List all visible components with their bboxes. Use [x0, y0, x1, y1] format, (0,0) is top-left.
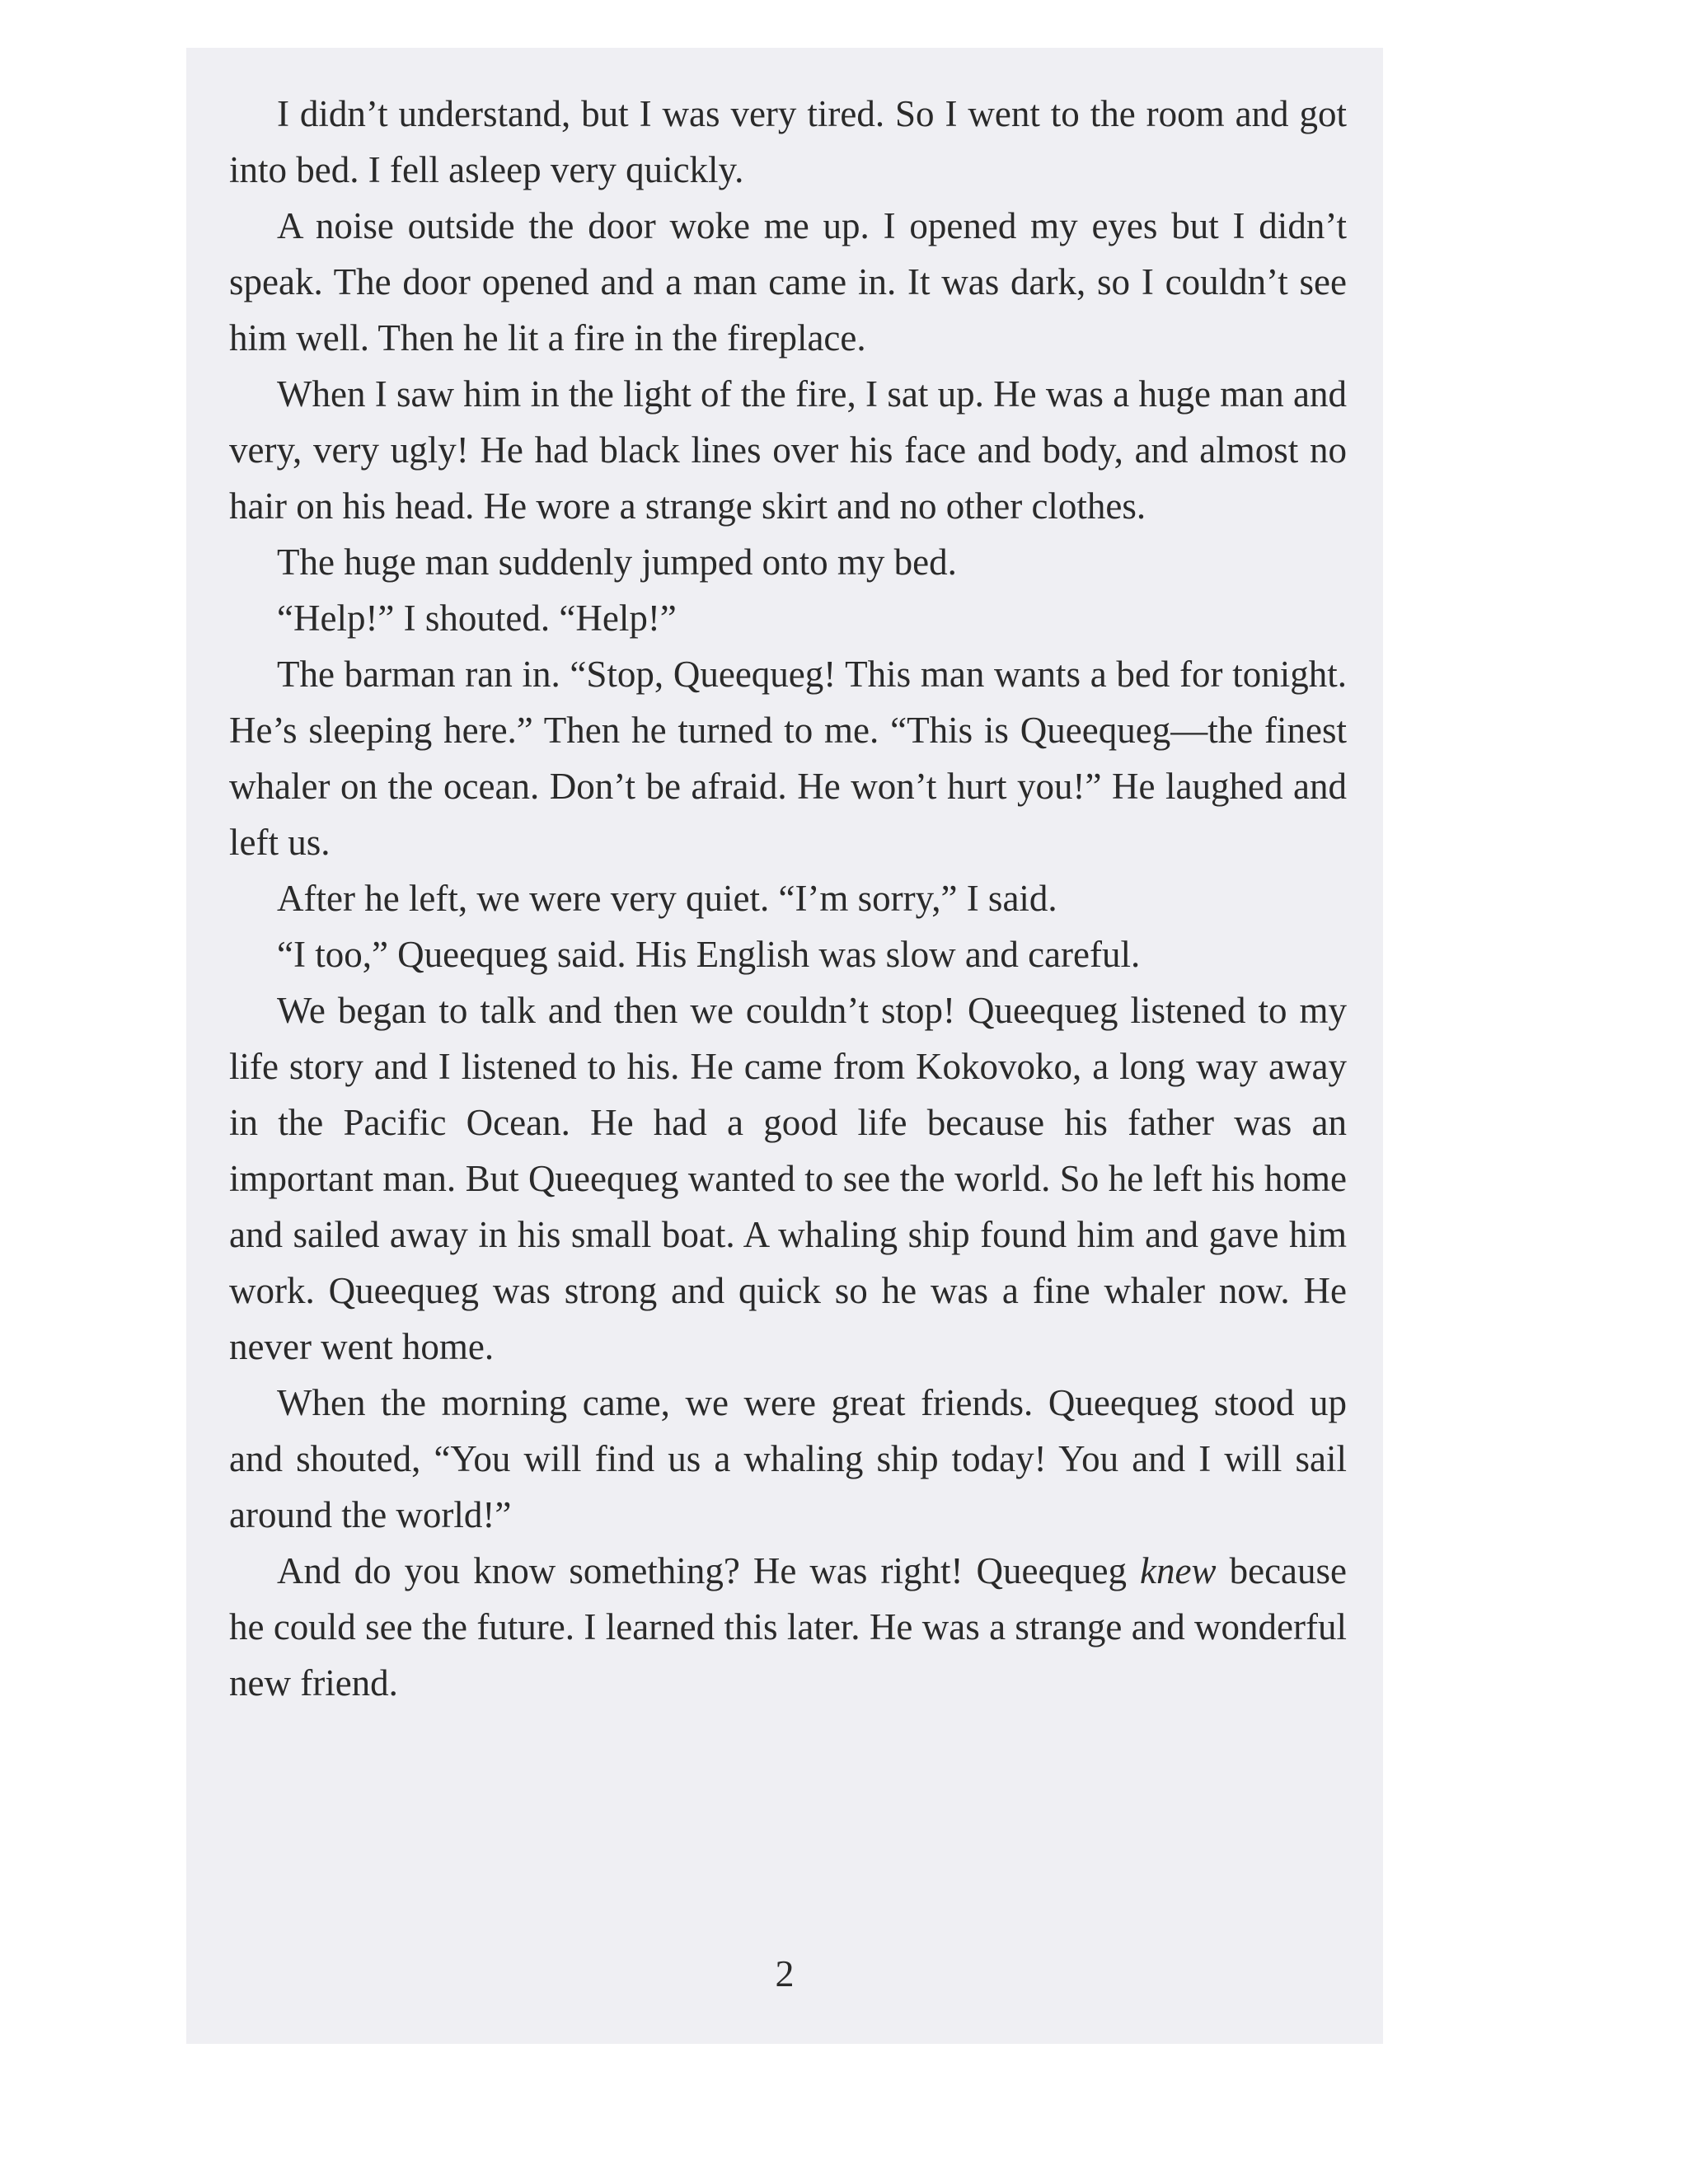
paragraph: “I too,” Queequeg said. His English was slow and careful.	[277, 934, 1141, 975]
text-segment: And do you know something? He was right! Queequeg	[277, 1550, 1141, 1591]
paragraph: After he left, we were very quiet. “I’m sorry,” I said.	[277, 878, 1057, 919]
paragraph: The huge man suddenly jumped onto my bed.	[277, 541, 957, 583]
page-number: 2	[775, 1952, 795, 1994]
text-segment: because he could see the future. I learned this later. He was a strange and wonderful new friend.	[229, 1550, 1348, 1704]
paragraph: When I saw him in the light of the fire, I sat up. He was a huge man and very, very ugly! He had black lines over his face and body, and almost no hair on his head. He wore a strange skirt and no other clothes.	[229, 373, 1347, 527]
paragraph: When the morning came, we were great friends. Queequeg stood up and shouted, “You will find us a whaling ship today! You and I will sail around the world!”	[229, 1382, 1347, 1535]
emphasized-word: knew	[1140, 1550, 1217, 1591]
paragraph: We began to talk and then we couldn’t stop! Queequeg listened to my life story and I listened to his. He came from Kokovoko, a long way away in the Pacific Ocean. He had a good life because his father was an important man. But Queequeg wanted to see the world. So he left his home and sailed away in his small boat. A whaling ship found him and gave him work. Queequeg was strong and quick so he was a fine whaler now. He never went home.	[229, 990, 1347, 1367]
paragraph: “Help!” I shouted. “Help!”	[277, 598, 677, 639]
page-body-text	[229, 86, 1347, 1711]
paragraph: A noise outside the door woke me up. I opened my eyes but I didn’t speak. The door opened and a man came in. It was dark, so I couldn’t see him well. Then he lit a fire in the fireplace.	[229, 205, 1347, 359]
book-page	[186, 48, 1383, 2044]
paragraph: The barman ran in. “Stop, Queequeg! This man wants a bed for tonight. He’s sleeping here.” Then he turned to me. “This is Queequeg—the finest whaler on the ocean. Don’t be afraid. He won’t hurt you!” He laughed and left us.	[229, 654, 1347, 863]
paragraph: I didn’t understand, but I was very tired. So I went to the room and got into bed. I fell asleep very quickly.	[229, 93, 1347, 190]
paragraph-last	[229, 1543, 1347, 1711]
